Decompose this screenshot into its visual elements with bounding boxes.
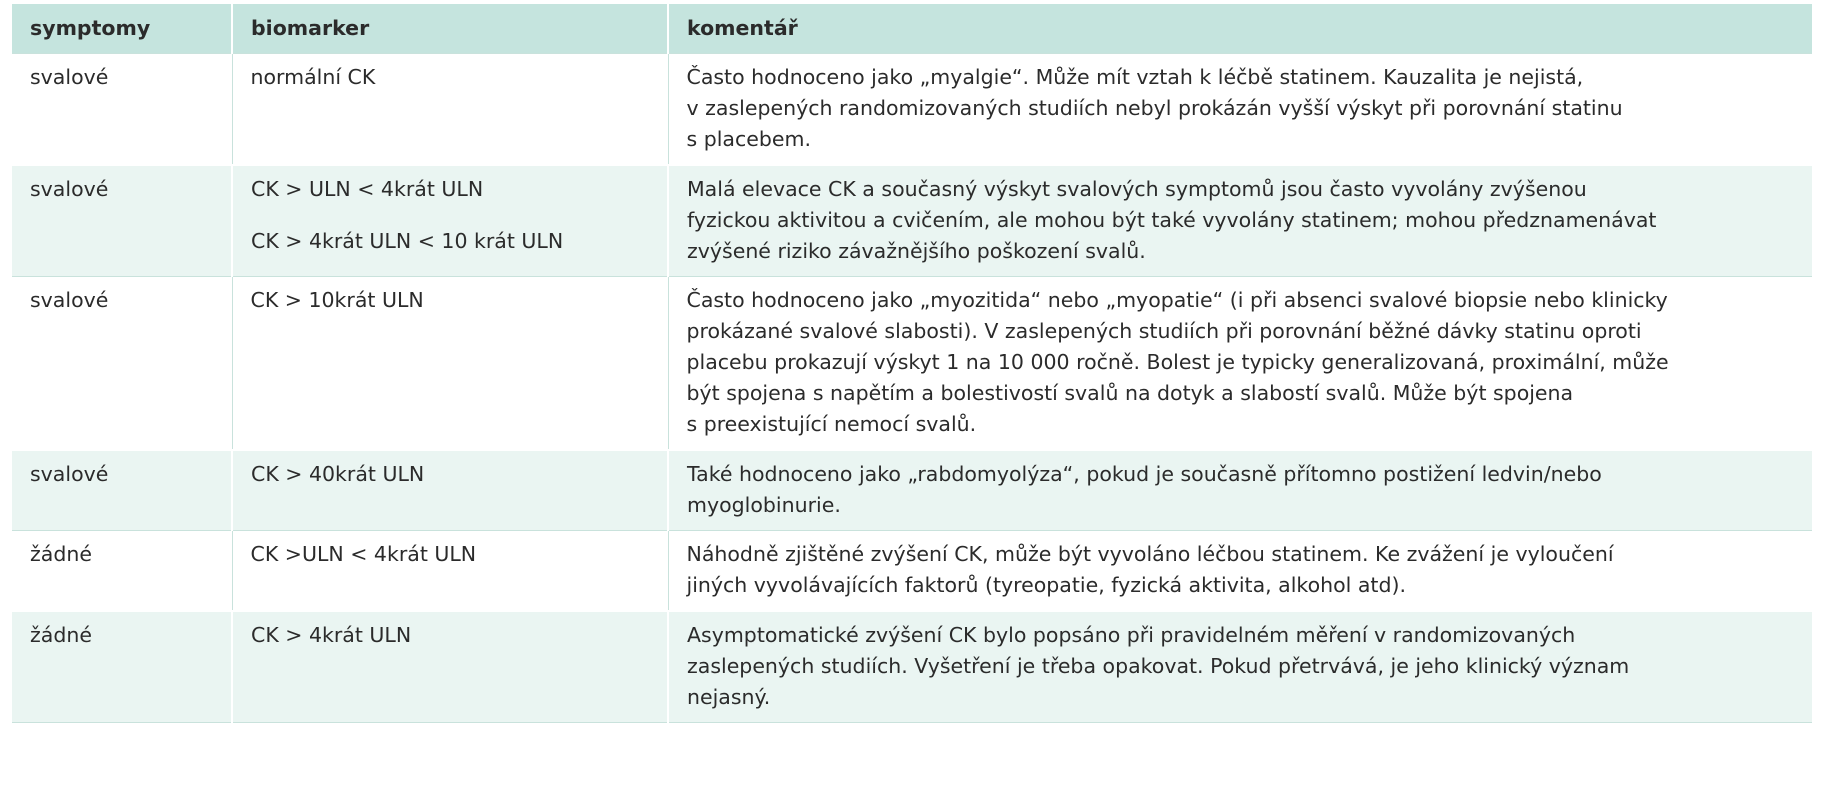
comment-line: být spojena s napětím a bolestivostí svalů na dotyk a slabostí svalů. Může být spojena [686,381,1574,405]
comment-cell [668,165,1812,277]
biomarker-text: CK >ULN < 4krát ULN [250,542,477,566]
comment-line: jiných vyvolávajících faktorů (tyreopatie, fyzická aktivita, alkohol atd). [686,573,1406,597]
biomarker-text: normální CK [250,65,376,89]
comment-line: myoglobinurie. [687,493,841,517]
symptom-cell: svalové [12,54,232,166]
biomarker-cell [232,277,668,451]
comment-line: v zaslepených randomizovaných studiích nebyl prokázán vyšší výskyt při porovnání statinu [686,96,1623,120]
comment-line: Také hodnoceno jako „rabdomyolýza“, pokud je současně přítomno postižení ledvin/nebo [687,462,1602,486]
symptom-cell: žádné [12,531,232,612]
comment-line: Malá elevace CK a současný výskyt svalových symptomů jsou často vyvolány zvýšenou [687,177,1587,201]
comment-cell [668,531,1812,612]
header-komentar: komentář [668,4,1812,54]
comment-line: Asymptomatické zvýšení CK bylo popsáno při pravidelném měření v randomizovaných [687,623,1576,647]
table-body [12,54,1812,723]
biomarker-text: CK > 4krát ULN [251,623,412,647]
table-row [12,165,1812,277]
comment-line: s preexistující nemocí svalů. [686,412,977,436]
table-row [12,54,1812,166]
header-row [12,4,1812,54]
biomarker-text: CK > 4krát ULN < 10 krát ULN [251,229,564,253]
symptom-cell: svalové [12,165,232,277]
table-row [12,277,1812,451]
comment-line: s placebem. [686,127,811,151]
biomarker-cell [232,450,668,531]
symptom-cell: svalové [12,450,232,531]
comment-cell [668,277,1812,451]
comment-line: zaslepených studiích. Vyšetření je třeba opakovat. Pokud přetrvává, je jeho klinický význam [687,654,1630,678]
comment-line: zvýšené riziko závažnějšího poškození svalů. [687,239,1146,263]
biomarker-text: CK > 10krát ULN [250,288,424,312]
comment-line: prokázané svalové slabosti). V zaslepených studiích při porovnání běžné dávky statinu oproti [686,319,1642,343]
biomarker-text: CK > 40krát ULN [251,462,425,486]
symptoms-biomarker-table [12,4,1812,723]
biomarker-cell [232,54,668,166]
biomarker-spacer [251,205,649,226]
comment-cell [668,611,1812,723]
table-row [12,450,1812,531]
header-biomarker: biomarker [232,4,668,54]
biomarker-cell [232,165,668,277]
table-row [12,611,1812,723]
header-symptomy: symptomy [12,4,232,54]
symptom-cell: žádné [12,611,232,723]
comment-line: Často hodnoceno jako „myozitida“ nebo „myopatie“ (i při absenci svalové biopsie nebo klinicky [686,288,1668,312]
biomarker-cell [232,611,668,723]
comment-line: placebu prokazují výskyt 1 na 10 000 ročně. Bolest je typicky generalizovaná, proximální, může [686,350,1669,374]
comment-line: fyzickou aktivitou a cvičením, ale mohou být také vyvolány statinem; mohou předznamenávat [687,208,1657,232]
biomarker-text: CK > ULN < 4krát ULN [251,177,484,201]
comment-line: Často hodnoceno jako „myalgie“. Může mít vztah k léčbě statinem. Kauzalita je nejistá, [686,65,1584,89]
symptom-cell: svalové [12,277,232,451]
comment-cell [668,450,1812,531]
table-header [12,4,1812,54]
biomarker-cell [232,531,668,612]
table-row [12,531,1812,612]
comment-line: Náhodně zjištěné zvýšení CK, může být vyvoláno léčbou statinem. Ke zvážení je vyloučení [686,542,1614,566]
comment-line: nejasný. [687,685,771,709]
comment-cell [668,54,1812,166]
